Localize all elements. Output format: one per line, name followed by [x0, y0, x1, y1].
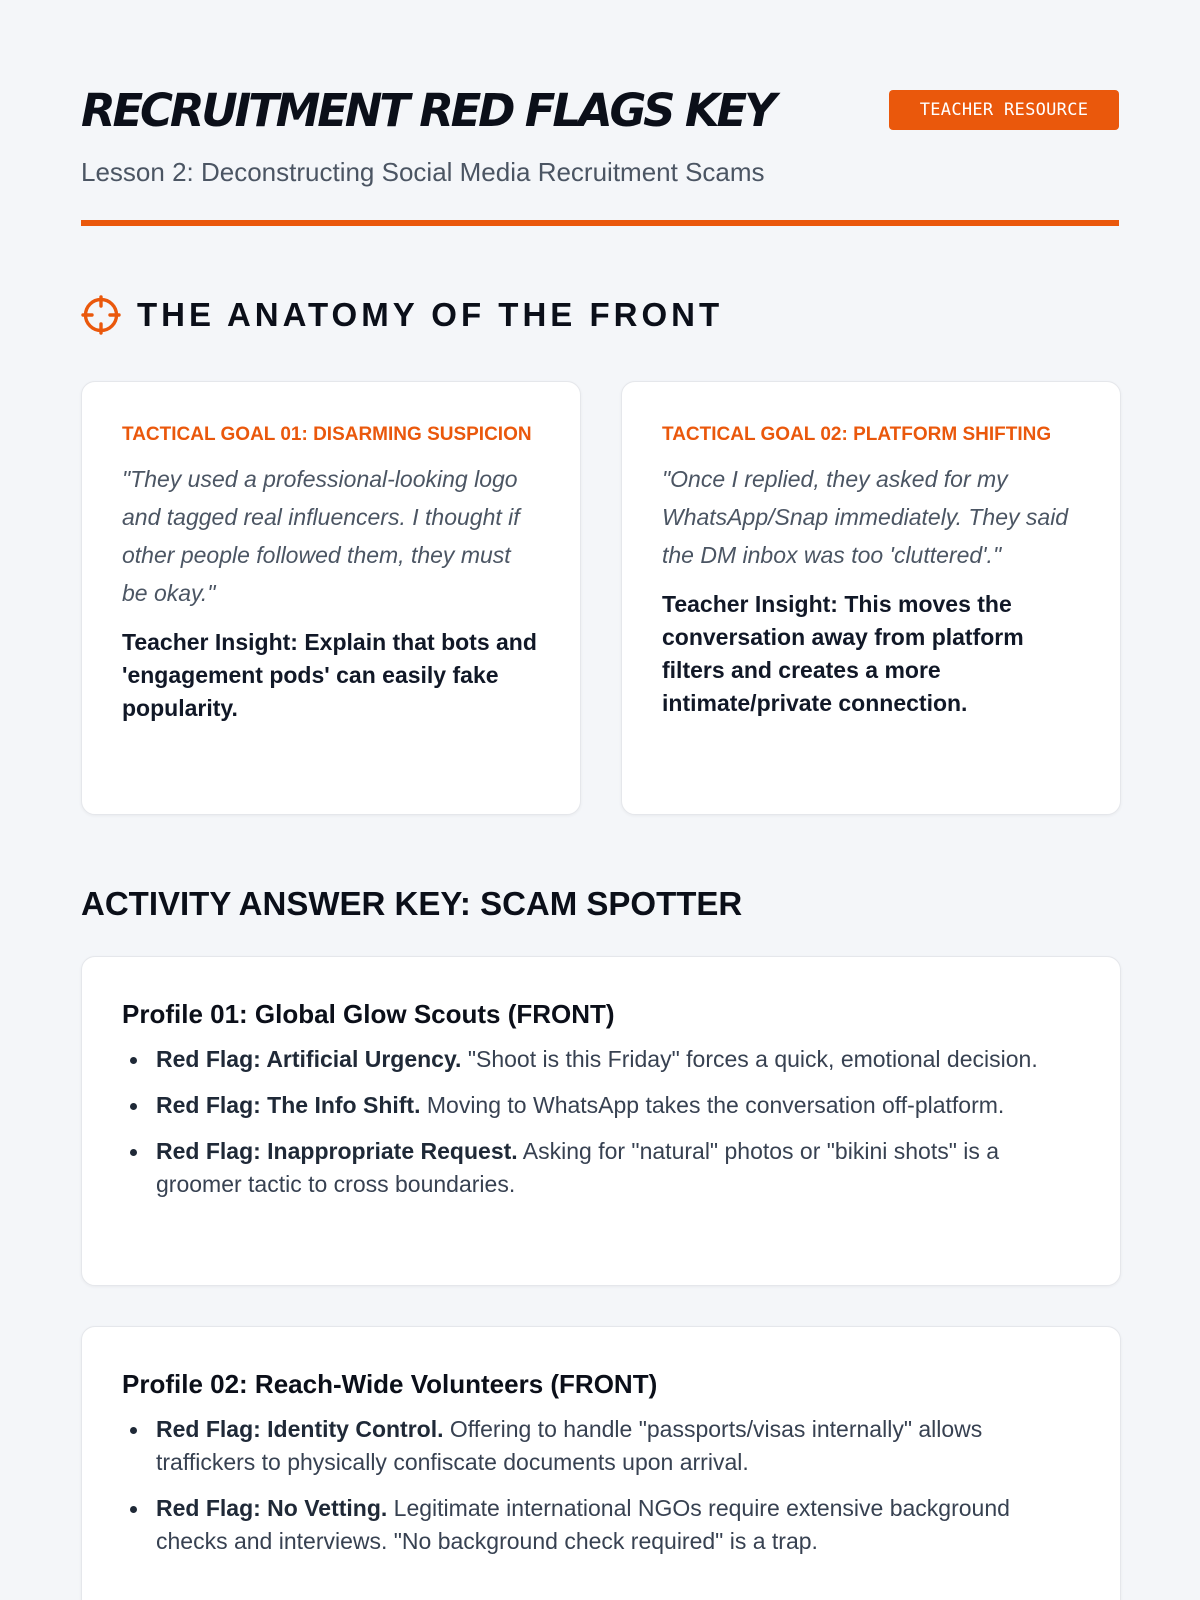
- anatomy-section-header: [81, 295, 723, 335]
- red-flag-label: Red Flag: Artificial Urgency.: [156, 1046, 462, 1072]
- red-flag-text: Offering to handle "passports/visas internally" allows traffickers to physically confiscate documents upon arrival.: [156, 1416, 983, 1475]
- profile-title: Profile 01: Global Glow Scouts (FRONT): [122, 999, 615, 1029]
- red-flag-list: [122, 1413, 1080, 1558]
- testimonial-quote: "They used a professional-looking logo and tagged real influencers. I thought if other people followed them, they must be okay.": [122, 466, 520, 606]
- red-flag-text: Moving to WhatsApp takes the conversation off-platform.: [426, 1092, 1005, 1118]
- bullet-icon: [130, 1103, 137, 1110]
- teacher-resource-badge: TEACHER RESOURCE: [889, 90, 1119, 130]
- red-flag-label: Red Flag: Identity Control.: [156, 1416, 444, 1442]
- activity-section-title: ACTIVITY ANSWER KEY: SCAM SPOTTER: [81, 885, 743, 922]
- red-flag-item: [122, 1492, 1080, 1558]
- red-flag-text: Asking for "natural" photos or "bikini shots" is a groomer tactic to cross boundaries.: [156, 1138, 1000, 1197]
- red-flag-item: [122, 1413, 1080, 1479]
- teacher-insight: Teacher Insight: This moves the conversation away from platform filters and creates a more intimate/private connection.: [662, 591, 1024, 716]
- red-flag-text: Legitimate international NGOs require extensive background checks and interviews. "No background check required" is a trap.: [156, 1495, 1010, 1554]
- profile-card-01: [81, 956, 1121, 1286]
- tactical-goal-label: TACTICAL GOAL 01: DISARMING SUSPICION: [122, 424, 532, 445]
- red-flag-label: Red Flag: Inappropriate Request.: [156, 1138, 518, 1164]
- red-flag-item: [122, 1089, 1080, 1122]
- red-flag-item: [122, 1135, 1080, 1201]
- tactical-goal-card-02: [621, 381, 1121, 815]
- header-divider: [81, 220, 1119, 226]
- red-flag-text: "Shoot is this Friday" forces a quick, emotional decision.: [467, 1046, 1038, 1072]
- target-icon: [81, 295, 121, 335]
- header: [81, 0, 1119, 228]
- page-title: RECRUITMENT RED FLAGS KEY: [81, 84, 774, 137]
- red-flag-item: [122, 1043, 1080, 1076]
- profile-card-02: [81, 1326, 1121, 1600]
- tactical-goal-label: TACTICAL GOAL 02: PLATFORM SHIFTING: [662, 424, 1052, 445]
- bullet-icon: [130, 1506, 137, 1513]
- profile-title: Profile 02: Reach-Wide Volunteers (FRONT): [122, 1369, 658, 1399]
- red-flag-label: Red Flag: The Info Shift.: [156, 1092, 421, 1118]
- anatomy-section-title: THE ANATOMY OF THE FRONT: [137, 296, 724, 333]
- red-flag-label: Red Flag: No Vetting.: [156, 1495, 388, 1521]
- red-flag-list: [122, 1043, 1080, 1201]
- bullet-icon: [130, 1057, 137, 1064]
- tactical-goal-card-01: [81, 381, 581, 815]
- teacher-insight: Teacher Insight: Explain that bots and 'engagement pods' can easily fake popularity.: [122, 629, 537, 721]
- page-subtitle: Lesson 2: Deconstructing Social Media Recruitment Scams: [81, 157, 765, 187]
- bullet-icon: [130, 1149, 137, 1156]
- testimonial-quote: "Once I replied, they asked for my WhatsApp/Snap immediately. They said the DM inbox was too 'cluttered'.": [662, 466, 1069, 568]
- bullet-icon: [130, 1427, 137, 1434]
